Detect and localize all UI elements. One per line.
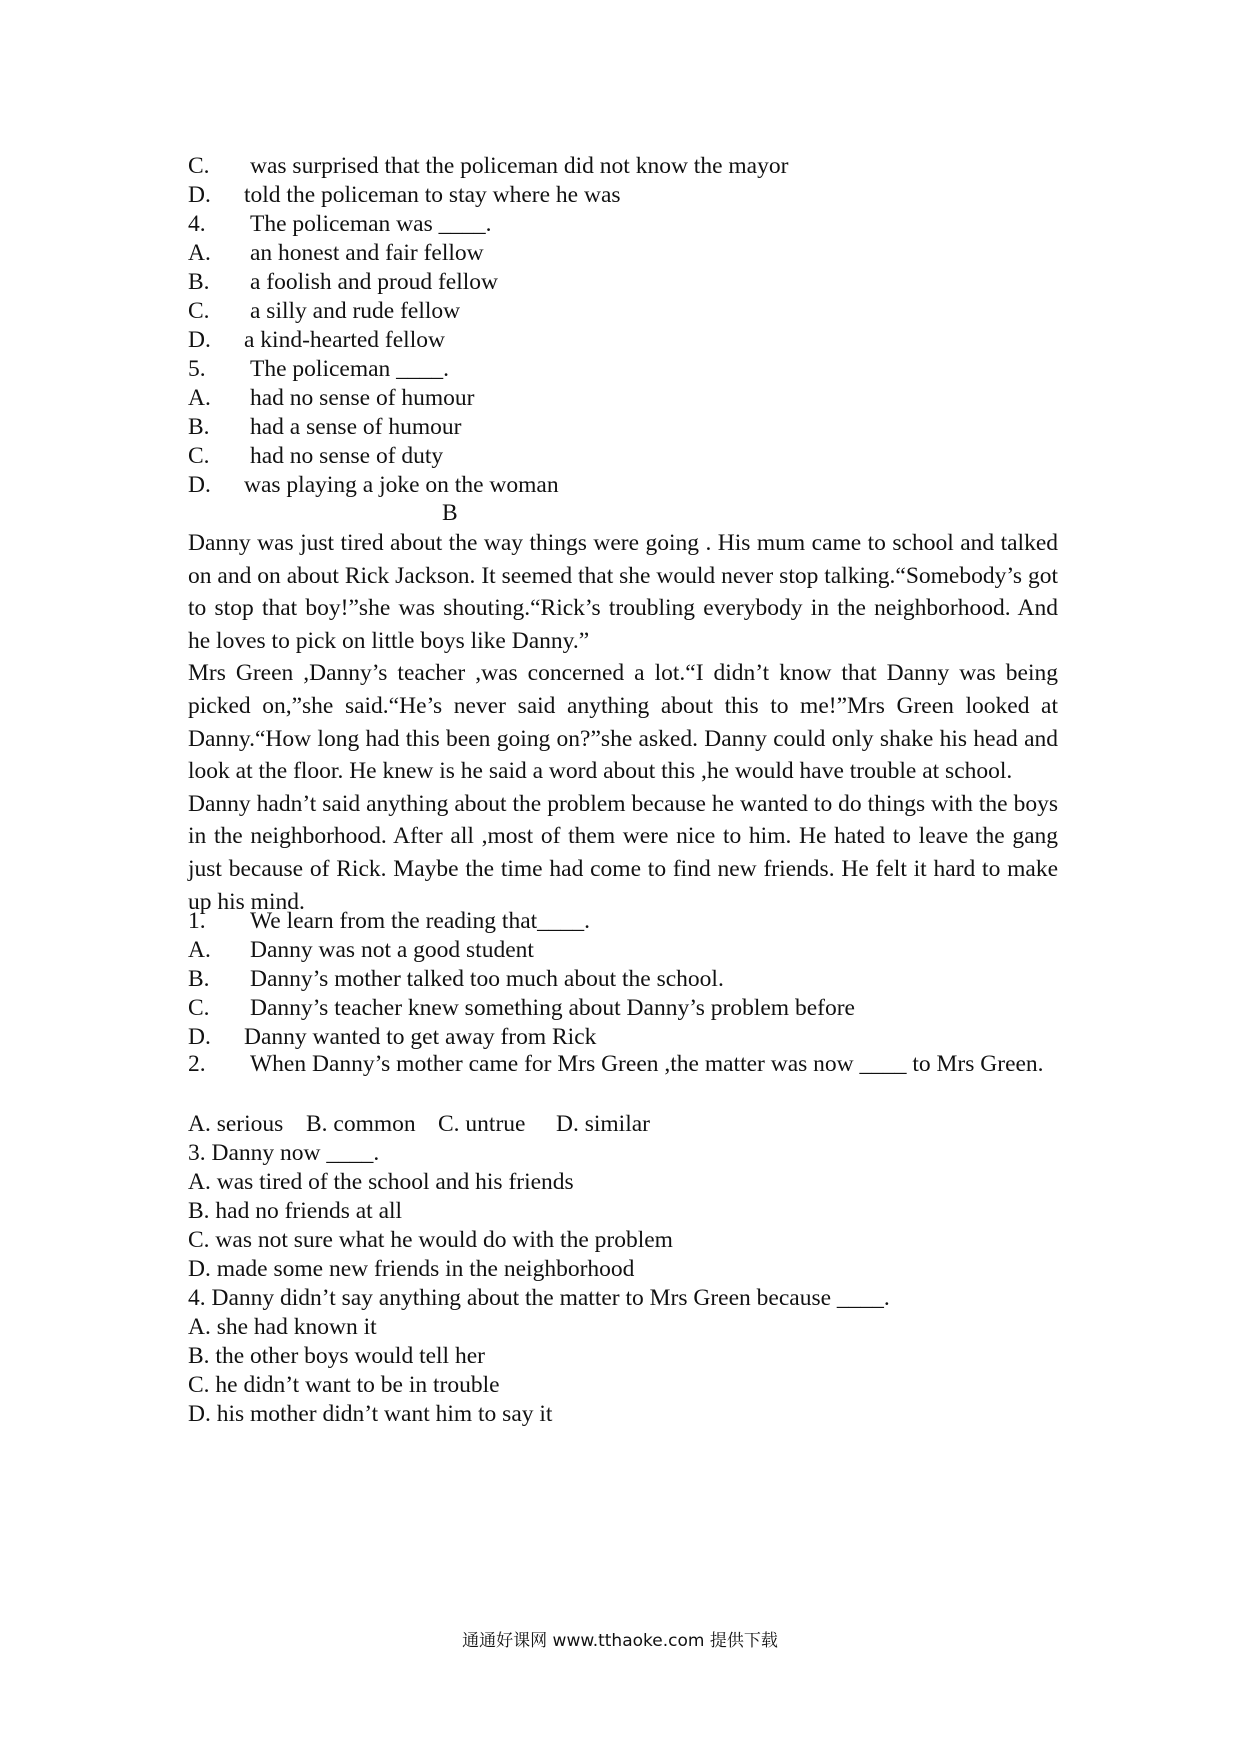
question-stem: 4. The policeman was ____.: [188, 211, 492, 237]
option-line: A. she had known it: [188, 1314, 377, 1340]
option-line: C. he didn’t want to be in trouble: [188, 1372, 500, 1398]
passage-paragraph: Danny was just tired about the way things were going . His mum came to school and talked on and on about Rick Jackson. It seemed that she would never stop talking.“Somebody’s got to stop that boy!”she was shouting.“Rick’s troubling everybody in the neighborhood. And he loves to pick on little boys like Danny.”: [188, 530, 1058, 654]
option-line: B. a foolish and proud fellow: [188, 269, 499, 295]
passage-paragraph: Danny hadn’t said anything about the problem because he wanted to do things with the boys in the neighborhood. After all ,most of them were nice to him. He hated to leave the gang just because of Rick. Maybe the time had come to find new friends. He felt it hard to make up his mind.: [188, 790, 1058, 915]
option-line: C. a silly and rude fellow: [188, 298, 461, 324]
question-stem: 2. When Danny’s mother came for Mrs Green ,the matter was now ____ to Mrs Green.: [188, 1051, 1044, 1077]
option-line: D. was playing a joke on the woman: [188, 472, 559, 498]
option-line: B. had a sense of humour: [188, 414, 462, 440]
option-line: D. a kind-hearted fellow: [188, 327, 445, 353]
option-line: A. had no sense of humour: [188, 385, 475, 411]
option-line: A. was tired of the school and his friends: [188, 1169, 574, 1195]
passage-paragraph: Mrs Green ,Danny’s teacher ,was concerned a lot.“I didn’t know that Danny was being picked on,”she said.“He’s never said anything about this to me!”Mrs Green looked at Danny.“How long had this been going on?”she asked. Danny could only shake his head and look at the floor. He knew is he said a word about this ,he would have trouble at school.: [188, 660, 1058, 785]
option-line: C. had no sense of duty: [188, 443, 444, 469]
option-line: D. told the policeman to stay where he was: [188, 182, 621, 208]
page-footer: 通通好课网 www.tthaoke.com 提供下载: [462, 1631, 778, 1651]
option-line: A. Danny was not a good student: [188, 937, 534, 963]
option-line: D. his mother didn’t want him to say it: [188, 1401, 553, 1427]
option-row: A. serious B. common C. untrue D. similar: [188, 1111, 650, 1137]
reading-passage: [188, 527, 1058, 918]
option-line: D. Danny wanted to get away from Rick: [188, 1024, 597, 1050]
option-line: C. Danny’s teacher knew something about Danny’s problem before: [188, 995, 855, 1021]
section-heading: B: [442, 500, 458, 526]
option-line: B. Danny’s mother talked too much about the school.: [188, 966, 724, 992]
option-line: C. was surprised that the policeman did not know the mayor: [188, 153, 789, 179]
option-line: D. made some new friends in the neighborhood: [188, 1256, 635, 1282]
option-line: B. had no friends at all: [188, 1198, 403, 1224]
question-stem: 1. We learn from the reading that____.: [188, 908, 591, 934]
question-stem: 4. Danny didn’t say anything about the matter to Mrs Green because ____.: [188, 1285, 890, 1311]
question-stem: 5. The policeman ____.: [188, 356, 450, 382]
question-stem: 3. Danny now ____.: [188, 1140, 380, 1166]
option-line: A. an honest and fair fellow: [188, 240, 484, 266]
option-line: B. the other boys would tell her: [188, 1343, 485, 1369]
option-line: C. was not sure what he would do with the problem: [188, 1227, 673, 1253]
